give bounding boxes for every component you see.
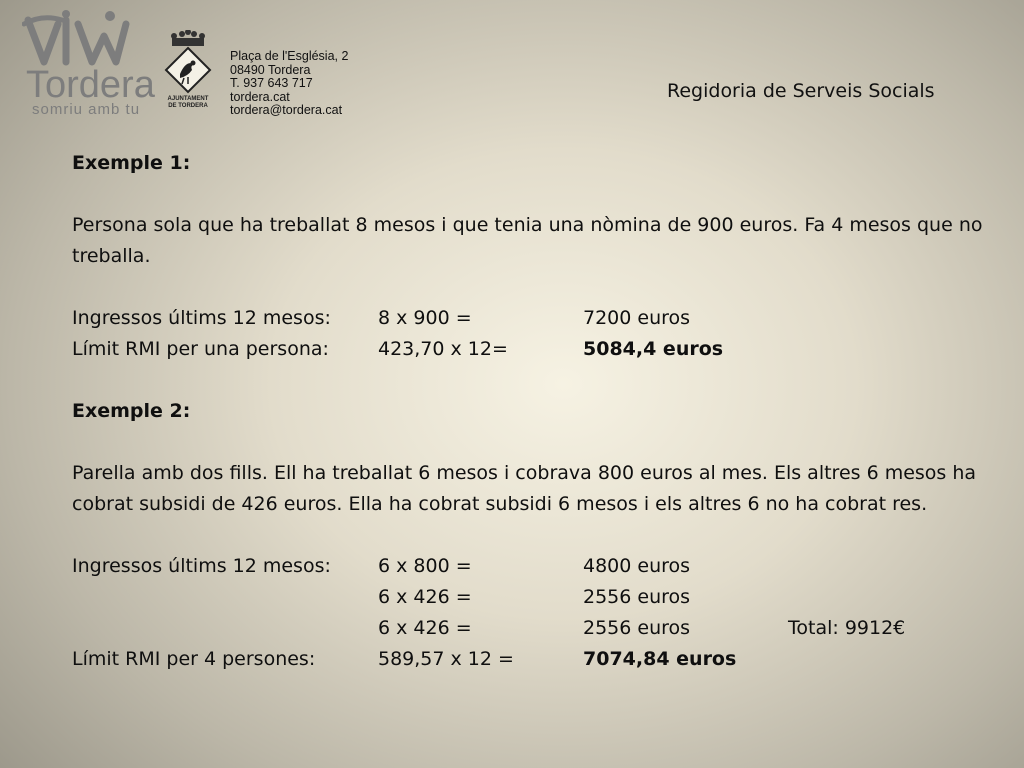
row-result: 2556 euros (583, 586, 691, 608)
example2-row (72, 582, 992, 613)
slide-content (72, 148, 992, 675)
example1-description: Persona sola que ha treballat 8 mesos i que tenia una nòmina de 900 euros. Fa 4 mesos que no treballa. (72, 214, 983, 267)
row-label: Límit RMI per 4 persones: (72, 648, 316, 670)
example2-title: Exemple 2: (72, 400, 191, 422)
contact-address: Plaça de l'Església, 2 (230, 49, 349, 63)
tordera-logo (18, 10, 158, 120)
people-logo-icon (22, 10, 132, 70)
shield-caption-line2: DE TORDERA (168, 103, 208, 109)
example2-description: Parella amb dos fills. Ell ha treballat 6 mesos i cobrava 800 euros al mes. Els altres 6 mesos ha cobrat subsidi de 426 euros. Ella ha cobrat subsidi 6 mesos i els altres 6 no ha cobrat res. (72, 462, 977, 515)
row-result: 4800 euros (583, 555, 691, 577)
department-title: Regidoria de Serveis Socials (667, 80, 935, 102)
example2-row (72, 613, 992, 644)
row-total: Total: 9912€ (788, 617, 906, 639)
row-label: Límit RMI per una persona: (72, 338, 329, 360)
contact-postal: 08490 Tordera (230, 62, 311, 77)
contact-info (230, 50, 348, 118)
example2-row (72, 551, 992, 582)
contact-email: tordera@tordera.cat (230, 103, 343, 117)
row-calc: 6 x 800 = (378, 555, 472, 577)
contact-phone: T. 937 643 717 (230, 76, 313, 90)
municipal-shield (160, 30, 216, 120)
row-calc: 8 x 900 = (378, 307, 472, 329)
example2-row (72, 644, 992, 675)
row-label: Ingressos últims 12 mesos: (72, 307, 331, 329)
row-calc: 6 x 426 = (378, 617, 472, 639)
row-result: 2556 euros (583, 617, 691, 639)
row-calc: 589,57 x 12 = (378, 648, 514, 670)
row-result: 5084,4 euros (583, 338, 724, 360)
row-result: 7200 euros (583, 307, 691, 329)
shield-caption-line1: AJUNTAMENT (167, 96, 209, 102)
example1-title: Exemple 1: (72, 152, 191, 174)
contact-web: tordera.cat (230, 89, 290, 104)
example1-row (72, 303, 992, 334)
logo-tagline: somriu amb tu (32, 101, 141, 118)
row-label: Ingressos últims 12 mesos: (72, 555, 331, 577)
logo-name: Tordera (26, 64, 155, 106)
row-result: 7074,84 euros (583, 648, 737, 670)
example1-row (72, 334, 992, 365)
crown-shield-icon (160, 30, 216, 94)
row-calc: 423,70 x 12= (378, 338, 508, 360)
row-calc: 6 x 426 = (378, 586, 472, 608)
